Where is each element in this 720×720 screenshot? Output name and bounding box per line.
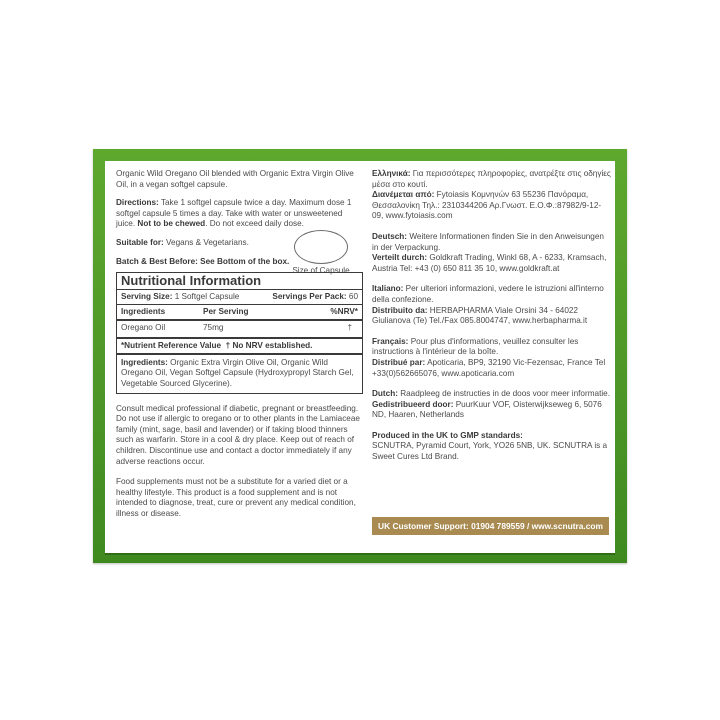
- italian-distributor: [372, 306, 612, 327]
- nutrition-table: [116, 272, 363, 393]
- batch-label: Batch & Best Before: See Bottom of the box.: [116, 256, 290, 266]
- produced-in-uk: [372, 431, 612, 463]
- dutch-dist-label: Gedistribueerd door:: [372, 399, 454, 409]
- italian-label: Italiano:: [372, 284, 404, 294]
- produced-label: Produced in the UK to GMP standards:: [372, 430, 523, 440]
- label-panel: [105, 161, 615, 555]
- dutch-info: [372, 389, 612, 400]
- nutrition-footnote: [117, 339, 362, 355]
- serving-row: [117, 290, 362, 305]
- right-column: [372, 169, 612, 463]
- col-nrv: %NRV*: [330, 306, 358, 316]
- italian-text: Per ulteriori informazioni, vedere le istruzioni all'interno della confezione.: [372, 284, 604, 304]
- ingredients-label: Ingredients:: [121, 357, 168, 367]
- warning-text: Consult medical professional if diabetic, pregnant or breastfeeding. Do not use if allergic to oregano or to other plants in the Lamiaceae family (mint, sage, basil and lavender) or if taking blood thinners such as warfarin. Store in a cool & dry place. Keep out of reach of children. Discontinue use and contact a doctor immediately if any adverse reactions occur.: [116, 403, 360, 466]
- nutrition-header-row: [117, 305, 362, 321]
- german-label: Deutsch:: [372, 231, 408, 241]
- suitable-text: Vegans & Vegetarians.: [166, 237, 249, 247]
- french-dist-label: Distribué par:: [372, 357, 426, 367]
- german-distributor: [372, 253, 612, 274]
- ingredient-nrv: †: [347, 322, 352, 332]
- left-column: [116, 169, 363, 519]
- greek-text: Για περισσότερες πληροφορίες, ανατρέξτε στις οδηγίες μέσα στο κουτί.: [372, 169, 611, 189]
- italian-info: [372, 284, 612, 305]
- footnote-text: *Nutrient Reference Value † No NRV established.: [121, 340, 313, 350]
- ingredients-text: Organic Extra Virgin Olive Oil, Organic Wild Oregano Oil, Vegan Softgel Capsule (Hydroxypropyl Starch Gel, Vegetable Sourced Glycerine).: [121, 357, 354, 388]
- col-ingredients: Ingredients: [121, 306, 166, 316]
- capsule-size-label: Size of Capsule: [292, 266, 350, 275]
- greek-distributor: [372, 190, 612, 222]
- german-dist-text: Goldkraft Trading, Winkl 68, A - 6233, Kramsach, Austria Tel: +43 (0) 650 811 35 10, www.goldkraft.at: [372, 253, 607, 273]
- servings-per-pack-value: 60: [348, 291, 358, 301]
- serving-size-value: 1 Softgel Capsule: [174, 291, 240, 301]
- dutch-dist-text: PuurKuur VOF, Oisterwijkseweg 6, 5076 ND, Haaren, Netherlands: [372, 399, 602, 420]
- ingredient-name: Oregano Oil: [121, 322, 166, 332]
- greek-dist-text: Fytoiasis Κομνηνών 63 55236 Πανόραμα, Θεσσαλονίκη Τηλ.: 2310344206 Αρ.Γνωστ. Ε.Ο.Φ.:87982/9-12-09, www.fytoiasis.com: [372, 190, 602, 221]
- french-info: [372, 337, 612, 358]
- directions-text: Take 1 softgel capsule twice a day. Maximum dose 1 softgel capsule 5 times a day. Take with water or unsweetened juice.: [116, 198, 352, 229]
- greek-label: Ελληνικά:: [372, 169, 411, 178]
- dutch-distributor: [372, 400, 612, 421]
- german-info: [372, 232, 612, 253]
- nutrition-data-row: [117, 321, 362, 339]
- directions-label: Directions:: [116, 198, 159, 208]
- german-text: Weitere Informationen finden Sie in den Anweisungen in der Verpackung.: [372, 231, 604, 252]
- directions-tail: . Do not exceed daily dose.: [205, 219, 304, 229]
- french-text: Pour plus d'informations, veuillez consulter les instructions à l'intérieur de la boîte.: [372, 336, 579, 357]
- french-distributor: [372, 358, 612, 379]
- italian-dist-label: Distribuito da:: [372, 305, 428, 315]
- serving-size-label: Serving Size:: [121, 291, 173, 301]
- capsule-size-guide: [281, 230, 361, 275]
- produced-text: SCNUTRA, Pyramid Court, York, YO26 5NB, UK. SCNUTRA is a Sweet Cures Ltd Brand.: [372, 441, 608, 462]
- ingredients-list: [117, 355, 362, 393]
- directions: [116, 198, 363, 230]
- french-label: Français:: [372, 336, 409, 346]
- servings-per-pack-label: Servings Per Pack:: [272, 291, 347, 301]
- directions-bold: Not to be chewed: [137, 219, 206, 229]
- dutch-text: Raadpleeg de instructies in de doos voor meer informatie.: [400, 389, 611, 399]
- nutrition-title: Nutritional Information: [117, 273, 362, 290]
- german-dist-label: Verteilt durch:: [372, 253, 428, 263]
- product-intro: Organic Wild Oregano Oil blended with Organic Extra Virgin Olive Oil, in a vegan softgel capsule.: [116, 169, 354, 189]
- ingredient-amount: 75mg: [203, 322, 224, 332]
- serving-size: [121, 292, 239, 302]
- product-box-back: [93, 149, 627, 563]
- french-dist-text: Apoticaria, BP9, 32190 Vic-Fezensac, France Tel +33(0)562665076, www.apoticaria.com: [372, 357, 606, 378]
- greek-dist-label: Διανέμεται από:: [372, 190, 435, 200]
- greek-info: [372, 169, 612, 190]
- italian-dist-text: HERBAPHARMA Viale Orsini 34 - 64022 Giulianova (Te) Tel./Fax 085.8004747, www.herbapharma.it: [372, 305, 588, 326]
- customer-support-bar: UK Customer Support: 01904 789559 / www.scnutra.com: [372, 517, 609, 535]
- col-per-serving: Per Serving: [203, 306, 249, 316]
- suitable-label: Suitable for:: [116, 237, 164, 247]
- capsule-outline-icon: [294, 230, 348, 264]
- servings-per-pack: [272, 292, 358, 302]
- supplement-note: Food supplements must not be a substitute for a varied diet or a healthy lifestyle. This product is a food supplement and is not intended to diagnose, treat, cure or prevent any medical condition, illness or disease.: [116, 477, 356, 518]
- dutch-label: Dutch:: [372, 389, 398, 399]
